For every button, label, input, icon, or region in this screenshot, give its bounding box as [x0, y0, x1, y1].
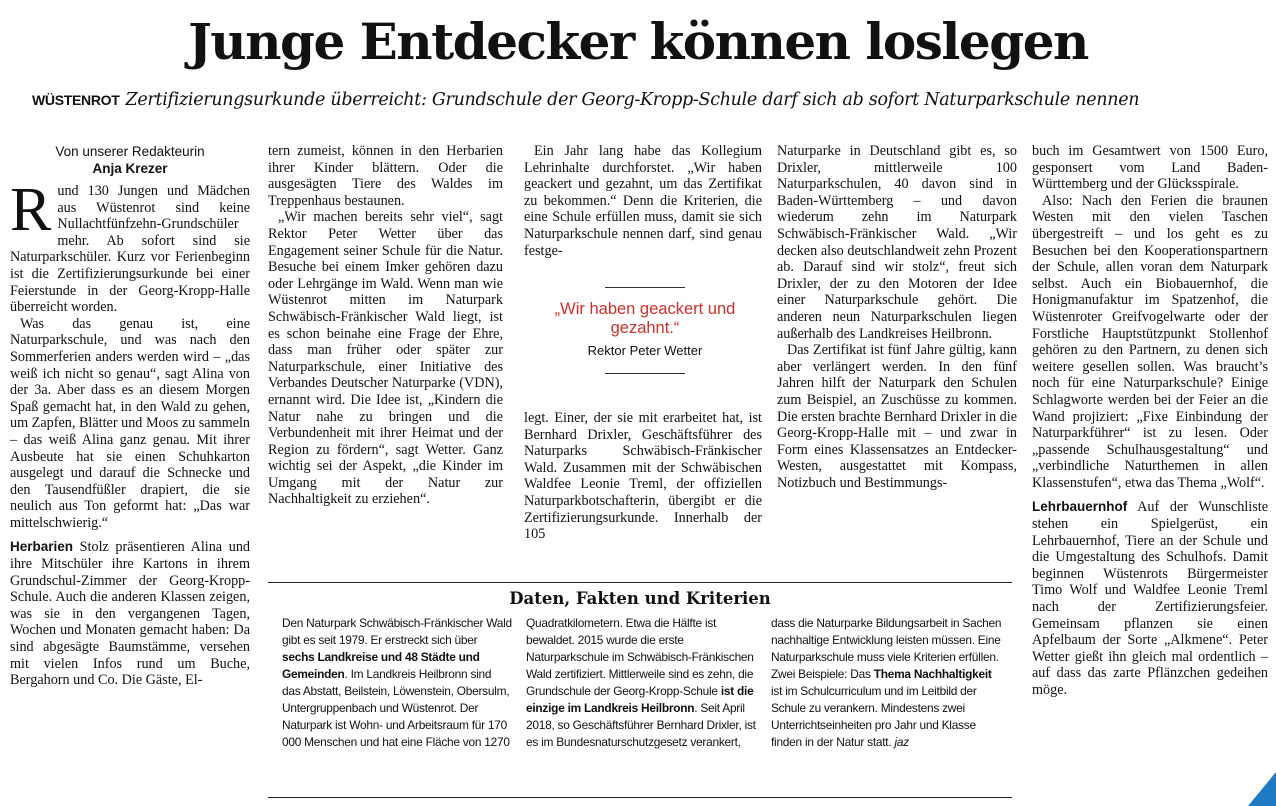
infobox-rule-top	[268, 582, 1012, 583]
byline	[10, 143, 250, 177]
paragraph: Was das genau ist, eine Naturparkschule, und was nach den Sommerferien anders werden wird – „das weiß ich nicht so genau“, sagt Alina von der 3a. Aber dass es an diesem Morgen Spaß gemacht hat, in den Wald zu gehen, um Zapfen, Blätter und Moos zu sammeln – das weiß Alina ganz genau. Mit ihrer Ausbeute hat sie einen Schuhkarton ausgelegt und darauf die Schnecke und den Tausendfüßler drapiert, die sie neulich aus Ton geformt hat: „Das war mittelschwierig.“	[10, 315, 250, 531]
paragraph: tern zumeist, können in den Herbarien ihrer Kinder blättern. Oder die ausgesägten Tiere des Waldes im Treppenhaus bestaunen.	[268, 143, 503, 209]
paragraph: Lehrbauernhof Auf der Wunschliste stehen ein Spielgerüst, ein Lehrbauernhof, Tiere an der Schule und die Umgestaltung des Schulhofs. Damit beginnen Wüstenrots Bürgermeister Timo Wolf und Waldfee Leonie Treml nach der Zertifizierungsfeier. Gemeinsam pflanzen sie einen Apfelbaum der Sorte „Alkmene“. Peter Wetter gießt ihn gleich mal ordentlich – auf dass das zarte Pflänzchen gedeihen möge.	[1032, 499, 1268, 698]
infobox-highlight: Thema Nachhaltigkeit	[873, 667, 992, 681]
infobox-title: Daten, Fakten und Kriterien	[509, 589, 771, 608]
byline-prefix: Von unserer Redakteurin	[55, 144, 205, 159]
article-column-3-bottom	[524, 410, 762, 575]
kicker-location: WÜSTENROT	[32, 92, 120, 108]
author-initials: jaz	[894, 735, 909, 749]
byline-author: Anja Krezer	[92, 161, 168, 176]
subheadline	[32, 90, 1262, 110]
paragraph: buch im Gesamtwert von 1500 Euro, gesponsert vom Land Baden-Württemberg und der Glücksspirale.	[1032, 143, 1268, 193]
subhead-lehrbauernhof: Lehrbauernhof	[1032, 499, 1128, 515]
drop-cap: R	[10, 176, 52, 244]
paragraph: „Wir machen bereits sehr viel“, sagt Rektor Peter Wetter über das Engagement seiner Schule für die Natur. Besuche bei einem Imker gehören dazu oder Lehrgänge im Wald. Wenn man wie Wüstenrot mitten im Naturpark Schwäbisch-Fränkischer Wald liegt, ist es schon beinahe eine Frage der Ehre, dass man früher oder später zur Naturparkschule, einer Initiative des Verbandes Deutscher Naturparke (VDN), ernannt wird. Die Idee ist, „Kindern die Natur nahe zu bringen und die Verbundenheit mit ihrer Heimat und der Region zu fördern“, sagt Wetter. Ganz wichtig sei der Aspekt, „die Kinder im Umgang mit der Natur zur Nachhaltigkeit zu erziehen“.	[268, 209, 503, 508]
subhead-herbarien: Herbarien	[10, 539, 74, 555]
paragraph: Das Zertifikat ist fünf Jahre gültig, kann aber verlängert werden. In den fünf Jahren hilft der Naturpark den Schulen zum Beispiel, an Zuschüsse zu kommen. Die ersten brachte Bernhard Drixler in die Georg-Kropp-Halle mit – und zwar in Form eines Klassensatzes an Entdecker-Westen, ausgestattet mit Kompass, Notizbuch und Bestimmungs-	[777, 342, 1017, 491]
paragraph: Naturparke in Deutschland gibt es, so Drixler, mittlerweile 100 Naturparkschulen, 40 davon sind in Baden-Württemberg – und davon wiederum zehn im Naturpark Schwäbisch-Fränkischer Wald. „Wir decken also deutschlandweit zehn Prozent ab. Darauf sind wir stolz“, freut sich Drixler, der zu den Motoren der Idee einer Naturparkschule gehört. Die anderen neun Naturparkschulen liegen außerhalb des Landkreises Heilbronn.	[777, 143, 1017, 342]
paragraph: Herbarien Stolz präsentieren Alina und ihre Mitschüler ihre Kartons in ihrem Grundschul-Zimmer der Georg-Kropp-Schule. Auch die anderen Klassen zeigen, was sie in den vergangenen Tagen, Wochen und Monaten gemacht haben: Da sind abgesägte Baumstämme, versehen mit vielen Infos rund um Buche, Bergahorn und Co. Die Gäste, El-	[10, 539, 250, 689]
quote-rule-top	[605, 287, 685, 288]
infobox-column-3: dass die Naturparke Bildungsarbeit in Sachen nachhaltige Entwicklung leisten müssen. Eine Naturparkschule muss viele Kriterien erfüllen. Zwei Beispiele: Das Thema Nachhaltigkeit ist im Schulcurriculum und im Leitbild der Schule zu verankern. Mindestens zwei Unterrichtseinheiten pro Jahr und Klasse finden in der Natur statt. jaz	[771, 616, 1002, 749]
headline: Junge Entdecker können loslegen	[188, 12, 1088, 71]
infobox-column-2: Quadratkilometern. Etwa die Hälfte ist bewaldet. 2015 wurde die erste Naturparkschule im Schwäbisch-Fränkischen Wald zertifiziert. Mittlerweile sind es zehn, die Grundschule der Georg-Kropp-Schule ist die einzige im Landkreis Heilbronn. Seit April 2018, so Geschäftsführer Bernhard Drixler, ist es im Bundesnaturschutzgesetz verankert,	[526, 616, 756, 749]
pull-quote	[534, 287, 756, 374]
subheadline-text: Zertifizierungsurkunde überreicht: Grundschule der Georg-Kropp-Schule darf sich ab sofort Naturparkschule nennen	[125, 90, 1140, 110]
article-column-2	[268, 143, 503, 575]
infobox-highlight: ist die einzige im Landkreis Heilbronn	[526, 684, 754, 715]
paragraph: legt. Einer, der sie mit erarbeitet hat, ist Bernhard Drixler, Geschäftsführer des Naturparks Schwäbisch-Fränkischer Wald. Zusammen mit der Schwäbischen Waldfee Leonie Treml, der offiziellen Naturparkbotschafterin, übergibt er die Zertifizierungsurkunde. Innerhalb der 105	[524, 410, 762, 543]
paragraph: Ein Jahr lang habe das Kollegium Lehrinhalte durchforstet. „Wir haben geackert und gezahnt, um das Zertifikat zu bekommen.“ Denn die Kriterien, die eine Schule erfüllen muss, damit sie sich Naturparkschule nennen darf, sind genau festge-	[524, 143, 762, 259]
paragraph: Also: Nach den Ferien die braunen Westen mit den vielen Taschen übergestreift – und los geht es zu Besuchen bei den Kooperationspartnern der Schule, allen voran dem Naturpark selbst. Auch ein Biobauernhof, die Honigmanufaktur im Spatzenhof, die Wüstenroter Greifvogelwarte oder der Forstliche Hauptstützpunkt Stollenhof gehören zu den Partnern, zu denen sich weitere gesellen sollen. Was braucht’s noch für eine Naturparkschule? Einige Schlagworte werden bei der Feier an die Wand projiziert: „Fixe Einbindung der Naturparkführer“ ist zu lesen. Oder „passende Schulhausgestaltung“ und „verbindliche Naturthemen in allen Klassenstufen“, etwa das Thema „Wolf“.	[1032, 192, 1268, 491]
page-corner-marker	[1242, 772, 1276, 806]
article-column-3-top	[524, 143, 762, 278]
article-column-1	[10, 143, 250, 803]
quote-source: Rektor Peter Wetter	[587, 343, 703, 358]
article-column-4	[777, 143, 1017, 575]
quote-rule-bottom	[605, 373, 685, 374]
quote-text: „Wir haben geackert und gezahnt.“	[554, 300, 736, 337]
paragraph: Rund 130 Jungen und Mädchen aus Wüstenrot sind keine Nullachtfünfzehn-Grundschüler mehr. Ab sofort sind sie Naturparkschüler. Kurz vor Ferienbeginn ist die Zertifizierungsurkunde bei einer Feierstunde in der Georg-Kropp-Halle überreicht worden.	[10, 176, 250, 316]
corner-triangle-icon	[1248, 772, 1276, 806]
infobox-column-1: Den Naturpark Schwäbisch-Fränkischer Wald gibt es seit 1979. Er erstreckt sich über sechs Landkreise und 48 Städte und Gemeinden. Im Landkreis Heilbronn sind das Abstatt, Beilstein, Löwenstein, Obersulm, Untergruppenbach und Wüstenrot. Der Naturpark ist Wohn- und Arbeitsraum für 170 000 Menschen und hat eine Fläche von 1270	[282, 616, 512, 749]
infobox-rule-bottom	[268, 797, 1012, 798]
article-column-5	[1032, 143, 1268, 803]
infobox-highlight: sechs Landkreise und 48 Städte und Gemeinden	[282, 650, 480, 681]
